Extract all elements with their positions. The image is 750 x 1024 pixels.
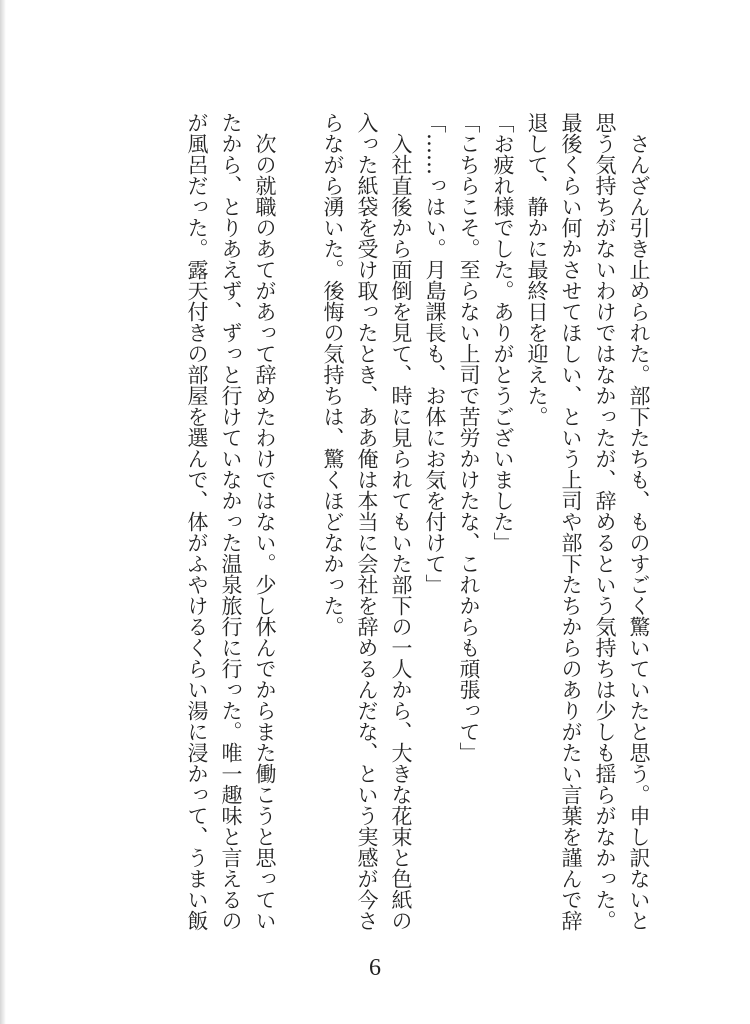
dialogue-line: 「こちらこそ。至らない上司で苦労かけたな、これからも頑張って」 xyxy=(457,112,481,763)
vertical-text-block xyxy=(180,112,656,942)
text-line: 入社直後から面倒を見て、時に見られてもいた部下の一人から、大きな花束と色紙の xyxy=(389,112,413,931)
text-line: が風呂だった。露天付きの部屋を選んで、体がふやけるくらい湯に浸かって、うまい飯 xyxy=(185,112,209,931)
page-binding-edge xyxy=(0,0,6,1024)
dialogue-line: 「お疲れ様でした。ありがとうございました」 xyxy=(491,112,515,553)
text-line: 次の就職のあてがあって辞めたわけではない。少し休んでからまた働こうと思ってい xyxy=(253,112,277,931)
text-line: さんざん引き止められた。部下たちも、ものすごく驚いていたと思う。申し訳ないと xyxy=(627,112,651,931)
page-number: 6 xyxy=(369,955,381,981)
text-line: らながら湧いた。後悔の気持ちは、驚くほどなかった。 xyxy=(321,112,345,637)
text-line: たから、とりあえず、ずっと行けていなかった温泉旅行に行った。唯一趣味と言えるの xyxy=(219,112,243,931)
text-line: 退して、静かに最終日を迎えた。 xyxy=(525,112,549,427)
text-line: 最後くらい何かさせてほしい、という上司や部下たちからのありがたい言葉を謹んで辞 xyxy=(559,112,583,931)
paragraph-gap xyxy=(282,112,316,942)
text-line: 思う気持ちがないわけではなかったが、辞めるという気持ちは少しも揺らがなかった。 xyxy=(593,112,617,931)
text-line: 入った紙袋を受け取ったとき、ああ俺は本当に会社を辞めるんだな、という実感が今さ xyxy=(355,112,379,931)
dialogue-line: 「……っはい。月島課長も、お体にお気を付けて」 xyxy=(423,112,447,595)
